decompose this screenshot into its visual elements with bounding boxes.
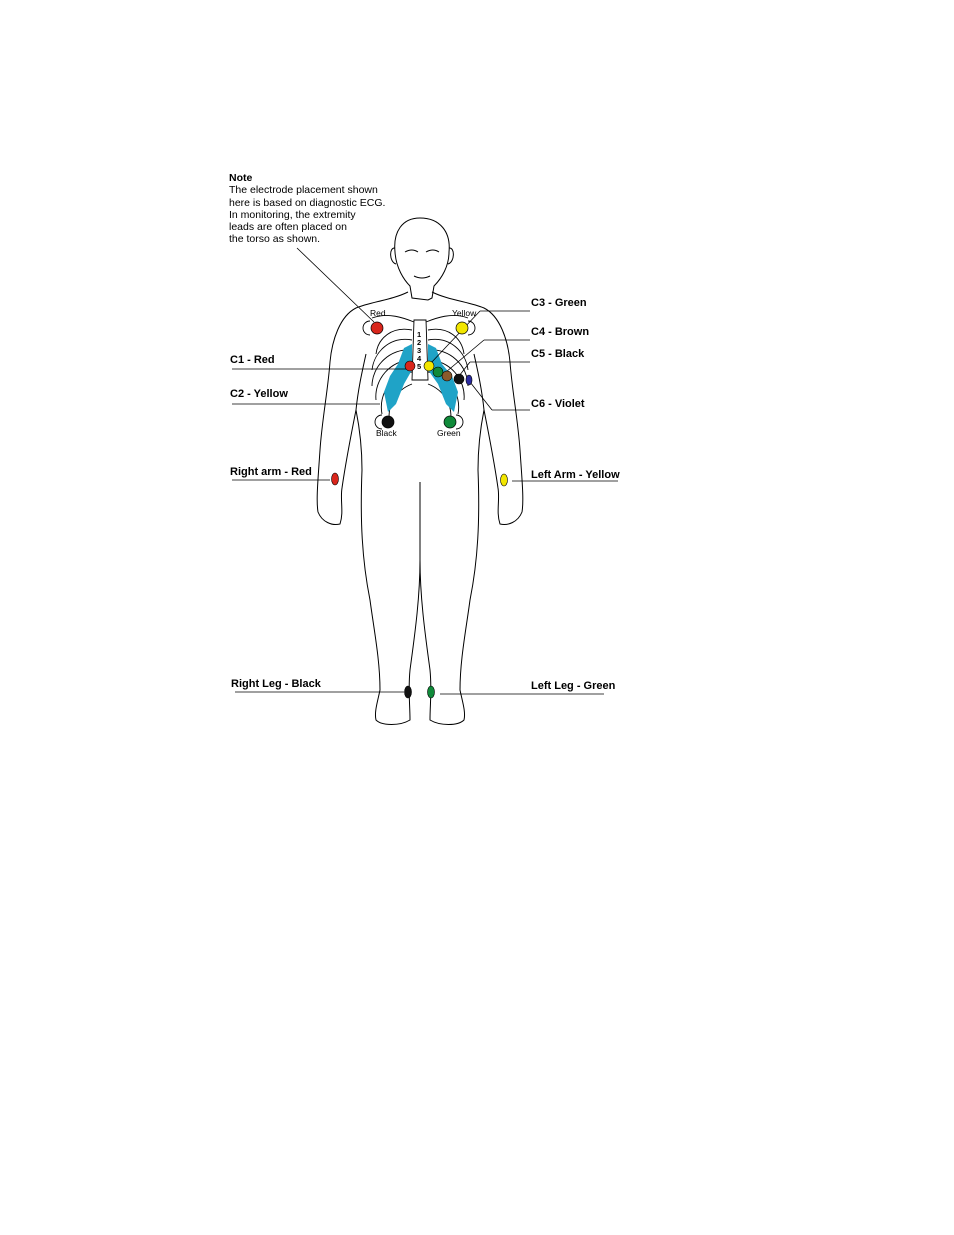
note-line-3: In monitoring, the extremity [229,208,356,221]
electrode-c1 [405,361,415,371]
torso-label-green: Green [437,428,461,438]
electrode-c6 [466,375,472,385]
intercostal-number-5: 5 [417,362,422,371]
intercostal-number-2: 2 [417,338,422,347]
electrode-right-leg [405,686,412,698]
intercostal-number-1: 1 [417,330,422,339]
torso-label-black: Black [376,428,397,438]
label-right-arm: Right arm - Red [230,466,312,478]
intercostal-number-4: 4 [417,354,422,363]
torso-electrode-red [363,321,383,335]
label-c1: C1 - Red [230,354,275,366]
electrode-right-arm [332,473,339,485]
electrode-c5 [454,374,464,384]
label-c4: C4 - Brown [531,326,590,338]
electrode-left-arm [501,474,508,486]
electrode-c2 [424,361,434,371]
label-c5: C5 - Black [531,348,585,360]
torso-electrode-green [444,415,463,429]
label-left-arm: Left Arm - Yellow [531,469,620,481]
torso-label-yellow: Yellow [452,308,477,318]
note-line-5: the torso as shown. [229,233,321,246]
label-c6: C6 - Violet [531,398,585,410]
label-right-leg: Right Leg - Black [231,678,321,690]
costal-cartilage-left [384,344,412,412]
label-c2: C2 - Yellow [230,388,288,400]
electrode-c3 [433,367,443,377]
electrode-left-leg [428,686,435,698]
torso-electrode-black [375,415,394,429]
note-line-1: The electrode placement shown [229,184,378,197]
note-box [229,172,429,246]
torso-electrode-yellow [456,321,475,335]
intercostal-number-3: 3 [417,346,422,355]
label-left-leg: Left Leg - Green [531,680,616,692]
body-outline [317,218,523,725]
torso-label-red: Red [370,308,386,318]
note-line-4: leads are often placed on [229,221,347,234]
electrode-c4 [442,371,452,381]
note-title: Note [229,172,253,184]
note-line-2: here is based on diagnostic ECG. [229,196,386,209]
label-c3: C3 - Green [531,297,587,309]
